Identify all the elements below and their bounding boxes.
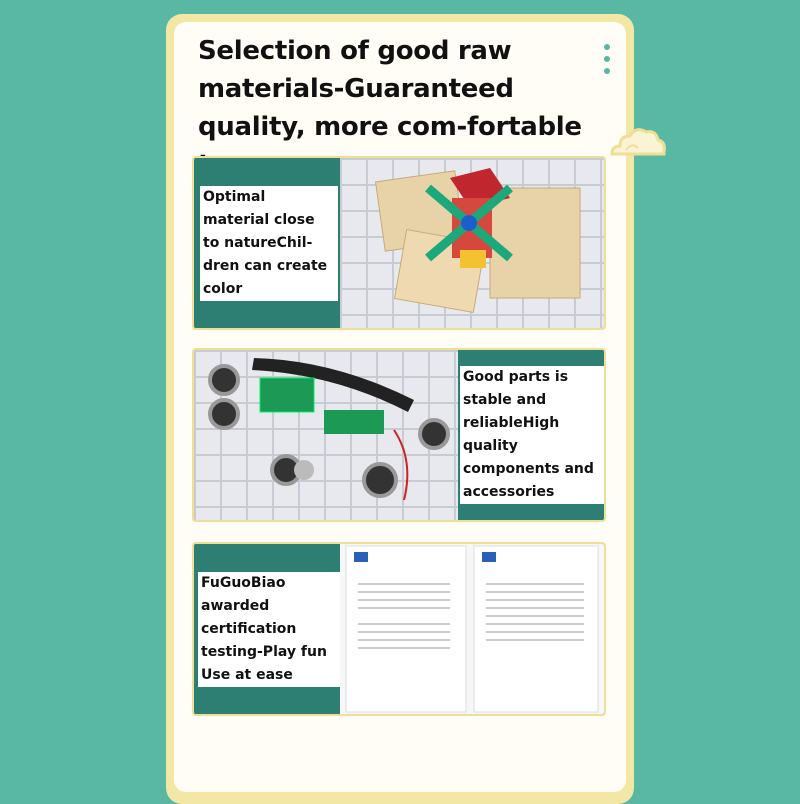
- materials-label-box: [200, 166, 338, 320]
- page-heading: Selection of good raw materials-Guaranteed quality, more com-fortable: [198, 36, 582, 142]
- components-text: Good parts is stable and reliableHigh quality components and accessories: [460, 366, 606, 504]
- section-components: [192, 348, 606, 522]
- report-pages-illustration: [340, 544, 606, 714]
- more-dots-icon: [604, 44, 612, 80]
- windmill-kit-image: [340, 158, 604, 328]
- cloud-icon: [608, 124, 668, 164]
- report-image: [340, 544, 604, 714]
- materials-text: Optimal material close to natureChil-dren can create color: [200, 186, 338, 301]
- windmill-illustration: [340, 158, 606, 328]
- components-label-box: [460, 358, 606, 512]
- parts-image: [194, 350, 458, 520]
- certification-text: FuGuoBiao awarded certification testing-Play fun Use at ease: [198, 572, 342, 687]
- section-materials: [192, 156, 606, 330]
- certification-label-box: [198, 552, 342, 706]
- section-certification: [192, 542, 606, 716]
- parts-illustration: [194, 350, 458, 520]
